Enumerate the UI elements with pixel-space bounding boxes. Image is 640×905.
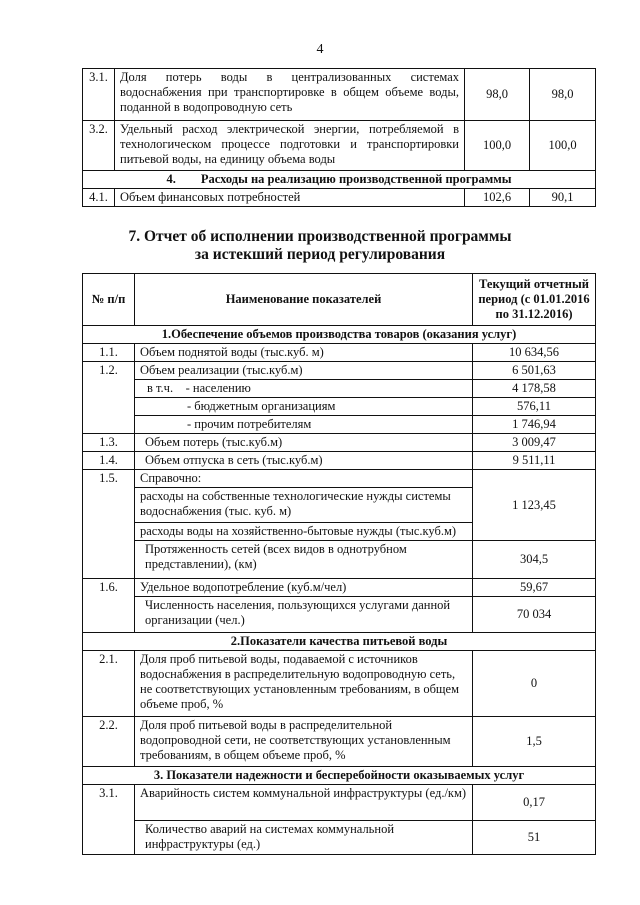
table-row — [83, 380, 596, 398]
page-number: 4 — [316, 42, 324, 57]
indicator-value: 0 — [473, 651, 596, 717]
section-3-title: 3. Показатели надежности и бесперебойности оказываемых услуг — [83, 767, 596, 785]
indicator-name: Объем отпуска в сеть (тыс.куб.м) — [135, 452, 473, 470]
table-row — [83, 717, 596, 767]
indicator-value-plan: 98,0 — [465, 69, 530, 121]
title-line-2: за истекший период регулирования — [194, 246, 446, 263]
row-number: 2.2. — [83, 717, 135, 767]
indicator-value-fact: 90,1 — [530, 189, 596, 207]
table-row — [83, 470, 596, 488]
row-number: 1.6. — [83, 579, 135, 633]
indicator-name: Доля проб питьевой воды в распределительной водопроводной сети, не соответствующих установленным требованиям, в общем объеме проб, % — [135, 717, 473, 767]
indicator-name: Справочно: — [135, 470, 473, 488]
report-table — [82, 273, 596, 855]
indicator-name: Объем поднятой воды (тыс.куб. м) — [135, 344, 473, 362]
indicator-value: 59,67 — [473, 579, 596, 597]
row-number: 1.2. — [83, 362, 135, 434]
section-title — [0, 228, 640, 264]
table-row — [83, 579, 596, 597]
table-row — [83, 597, 596, 633]
indicator-name: Удельный расход электрической энергии, потребляемой в технологическом процессе подготовки и транспортировки питьевой воды, на единицу объема воды — [115, 121, 465, 171]
indicator-name: Объем потерь (тыс.куб.м) — [135, 434, 473, 452]
section-4-title: 4. Расходы на реализацию производственной программы — [83, 171, 596, 189]
table-row — [83, 541, 596, 579]
table-row — [83, 398, 596, 416]
indicator-name: Объем реализации (тыс.куб.м) — [135, 362, 473, 380]
table-row — [83, 434, 596, 452]
indicator-subname: Численность населения, пользующихся услугами данной организации (чел.) — [135, 597, 473, 633]
indicator-value: 6 501,63 — [473, 362, 596, 380]
table-row — [83, 651, 596, 717]
row-number: 2.1. — [83, 651, 135, 717]
table-row — [83, 452, 596, 470]
indicator-value: 1 123,45 — [473, 470, 596, 541]
table-row — [83, 785, 596, 821]
title-line-1: 7. Отчет об исполнении производственной программы — [128, 228, 512, 245]
indicator-name: Доля потерь воды в централизованных системах водоснабжения при транспортировке в общем объеме воды, поданной в водопроводную сеть — [115, 69, 465, 121]
indicator-name: Доля проб питьевой воды, подаваемой с источников водоснабжения в распределительную водопроводную сеть, не соответствующих установленным требованиям, в общем объеме проб, % — [135, 651, 473, 717]
row-number: 1.3. — [83, 434, 135, 452]
section-header-row — [83, 171, 596, 189]
indicator-subname: расходы воды на хозяйственно-бытовые нужды (тыс.куб.м) — [135, 523, 473, 541]
indicator-value: 576,11 — [473, 398, 596, 416]
table-row — [83, 189, 596, 207]
header-row — [83, 274, 596, 326]
indicator-value: 304,5 — [473, 541, 596, 579]
table-row — [83, 821, 596, 855]
indicator-subname: в т.ч. - населению — [135, 380, 473, 398]
indicator-subname: - бюджетным организациям — [135, 398, 473, 416]
indicator-value: 0,17 — [473, 785, 596, 821]
table-row — [83, 121, 596, 171]
section-2-title: 2.Показатели качества питьевой воды — [83, 633, 596, 651]
indicator-value-plan: 102,6 — [465, 189, 530, 207]
indicator-name: Аварийность систем коммунальной инфраструктуры (ед./км) — [135, 785, 473, 821]
indicator-value: 3 009,47 — [473, 434, 596, 452]
program-indicators-table — [82, 68, 596, 207]
section-header-row — [83, 767, 596, 785]
indicator-value: 4 178,58 — [473, 380, 596, 398]
row-number: 4.1. — [83, 189, 115, 207]
indicator-value-fact: 98,0 — [530, 69, 596, 121]
header-name: Наименование показателей — [135, 274, 473, 326]
indicator-subname: - прочим потребителям — [135, 416, 473, 434]
header-number: № п/п — [83, 274, 135, 326]
row-number: 1.5. — [83, 470, 135, 579]
table-row — [83, 69, 596, 121]
indicator-name: Объем финансовых потребностей — [115, 189, 465, 207]
header-period: Текущий отчетный период (с 01.01.2016 по 31.12.2016) — [473, 274, 596, 326]
section-1-title: 1.Обеспечение объемов производства товаров (оказания услуг) — [83, 326, 596, 344]
indicator-subname: Количество аварий на системах коммунальной инфраструктуры (ед.) — [135, 821, 473, 855]
indicator-value: 1,5 — [473, 717, 596, 767]
row-number: 1.1. — [83, 344, 135, 362]
indicator-subname: Протяженность сетей (всех видов в однотрубном представлении), (км) — [135, 541, 473, 579]
section-header-row — [83, 633, 596, 651]
table-row — [83, 416, 596, 434]
indicator-value: 70 034 — [473, 597, 596, 633]
row-number: 3.1. — [83, 785, 135, 855]
indicator-value-plan: 100,0 — [465, 121, 530, 171]
indicator-value: 10 634,56 — [473, 344, 596, 362]
section-header-row — [83, 326, 596, 344]
table-row — [83, 344, 596, 362]
indicator-value: 1 746,94 — [473, 416, 596, 434]
row-number: 3.2. — [83, 121, 115, 171]
row-number: 1.4. — [83, 452, 135, 470]
row-number: 3.1. — [83, 69, 115, 121]
indicator-name: Удельное водопотребление (куб.м/чел) — [135, 579, 473, 597]
indicator-value-fact: 100,0 — [530, 121, 596, 171]
indicator-subname: расходы на собственные технологические нужды системы водоснабжения (тыс. куб. м) — [135, 488, 473, 523]
indicator-value: 9 511,11 — [473, 452, 596, 470]
table-row — [83, 362, 596, 380]
indicator-value: 51 — [473, 821, 596, 855]
